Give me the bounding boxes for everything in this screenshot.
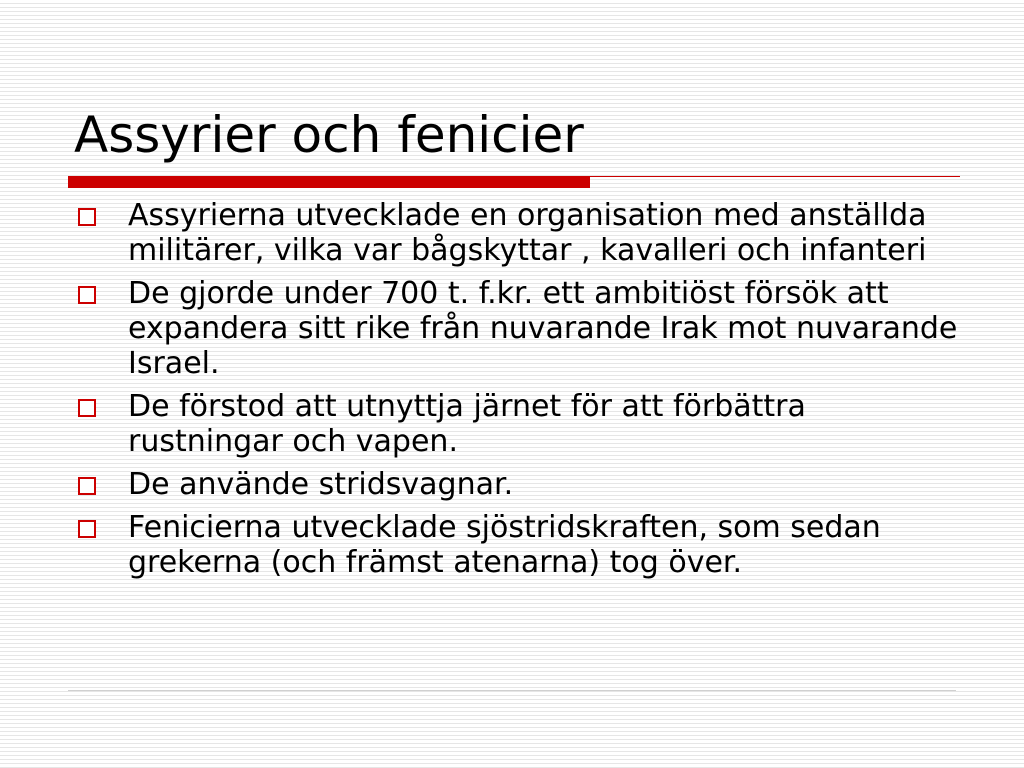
hollow-square-icon bbox=[78, 399, 96, 417]
bullet-item bbox=[78, 510, 958, 580]
bullet-text: De använde stridsvagnar. bbox=[128, 467, 514, 502]
title-underline-thick bbox=[68, 176, 590, 188]
footer-divider bbox=[68, 690, 956, 691]
title-underline-thin bbox=[590, 176, 960, 177]
bullet-text: Fenicierna utvecklade sjöstridskraften, som sedan grekerna (och främst atenarna) tog över. bbox=[128, 510, 881, 580]
bullet-text: De gjorde under 700 t. f.kr. ett ambitiöst försök att expandera sitt rike från nuvarande Irak mot nuvarande Israel. bbox=[128, 276, 958, 381]
bullet-list bbox=[78, 198, 958, 588]
bullet-text: Assyrierna utvecklade en organisation med anställda militärer, vilka var bågskyttar , kavalleri och infanteri bbox=[128, 198, 927, 268]
bullet-item bbox=[78, 389, 958, 459]
hollow-square-icon bbox=[78, 520, 96, 538]
hollow-square-icon bbox=[78, 286, 96, 304]
bullet-item bbox=[78, 198, 958, 268]
hollow-square-icon bbox=[78, 208, 96, 226]
hollow-square-icon bbox=[78, 477, 96, 495]
bullet-text: De förstod att utnyttja järnet för att förbättra rustningar och vapen. bbox=[128, 389, 806, 459]
slide-title: Assyrier och fenicier bbox=[74, 106, 584, 164]
bullet-item bbox=[78, 276, 958, 381]
bullet-item bbox=[78, 467, 958, 502]
